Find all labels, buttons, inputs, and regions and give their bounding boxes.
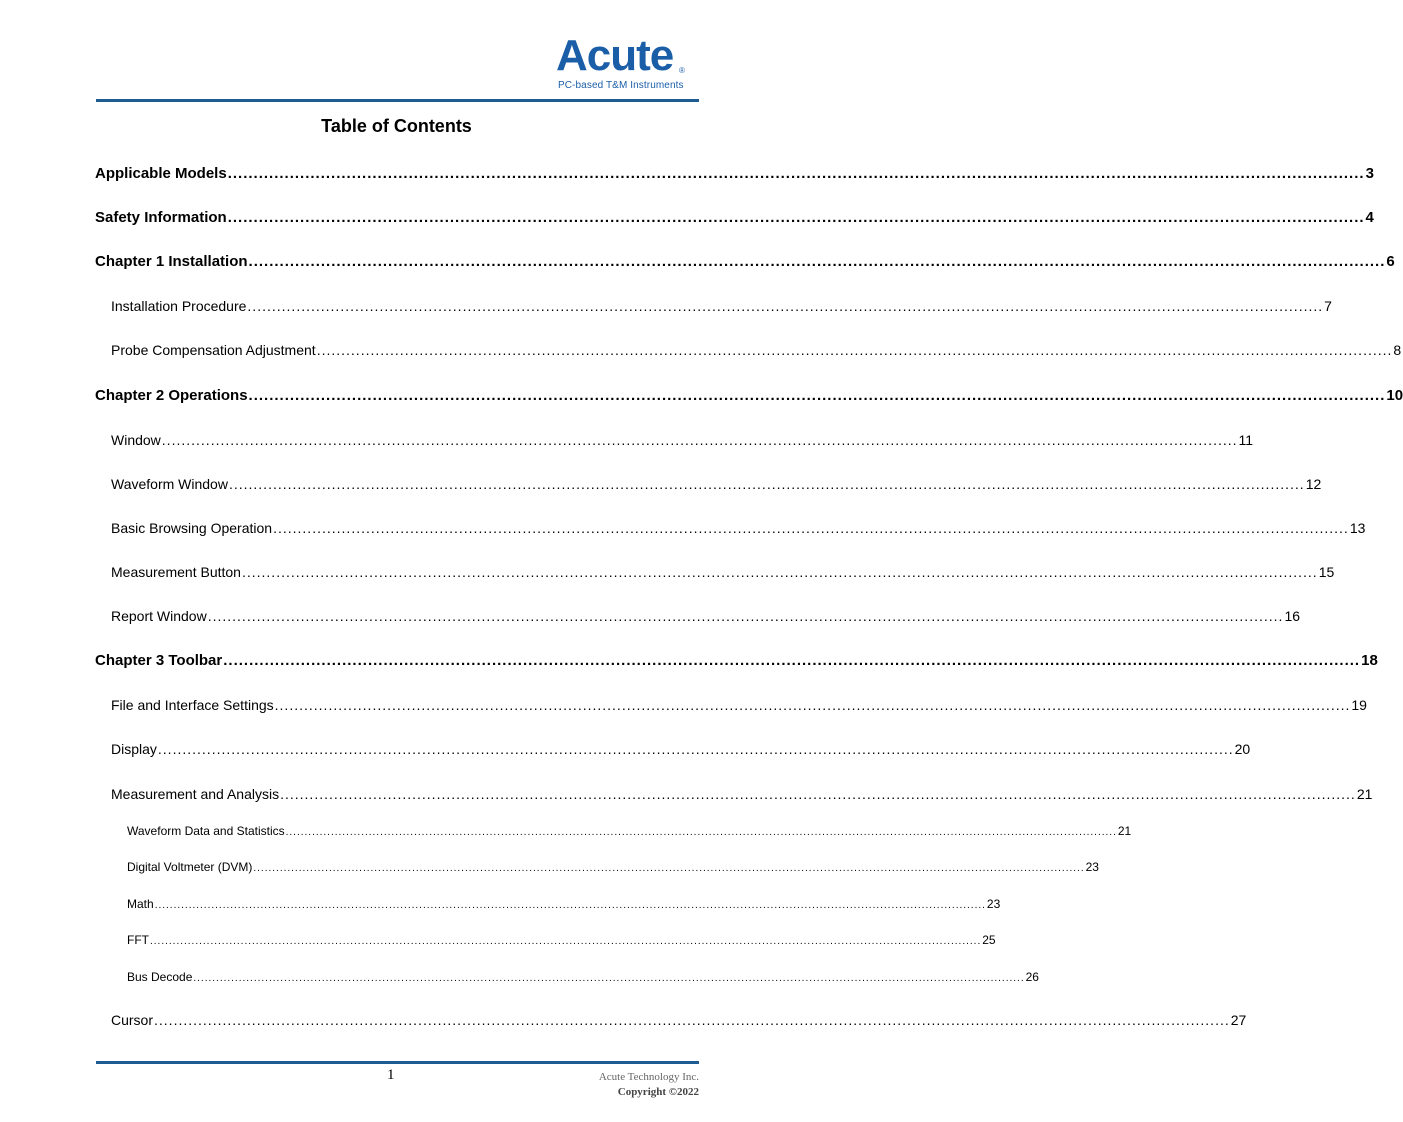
toc-dot-leader: ............................................................................................................................................................................................................................ bbox=[241, 564, 1318, 580]
toc-entry-file-interface-settings[interactable] bbox=[111, 693, 1367, 713]
toc-entry-measurement-button[interactable] bbox=[111, 560, 1335, 580]
toc-entry-label: Chapter 3 Toolbar bbox=[95, 652, 223, 669]
page-number: 1 bbox=[387, 1067, 395, 1083]
toc-entry-page: 20 bbox=[1234, 741, 1251, 757]
toc-dot-leader: ............................................................................................................................................................................................................................ bbox=[154, 900, 986, 911]
toc-entry-probe-compensation[interactable] bbox=[111, 338, 1402, 358]
toc-dot-leader: ............................................................................................................................................................................................................................ bbox=[154, 1012, 1230, 1028]
toc-dot-leader: ............................................................................................................................................................................................................................ bbox=[157, 741, 1234, 757]
toc-dot-leader: ............................................................................................................................................................................................................................ bbox=[247, 298, 1324, 314]
toc-entry-page: 23 bbox=[1085, 860, 1099, 874]
toc-entry-label: Chapter 1 Installation bbox=[95, 253, 248, 270]
toc-entry-basic-browsing[interactable] bbox=[111, 516, 1366, 536]
toc-entry-label: Math bbox=[127, 897, 154, 911]
toc-entry-label: Waveform Window bbox=[111, 476, 228, 492]
toc-dot-leader: ............................................................................................................................................................................................................................ bbox=[248, 253, 1386, 270]
toc-entry-label: Probe Compensation Adjustment bbox=[111, 342, 316, 358]
toc-dot-leader: ............................................................................................................................................................................................................................ bbox=[274, 697, 1351, 713]
toc-entry-label: Cursor bbox=[111, 1012, 154, 1028]
toc-dot-leader: ............................................................................................................................................................................................................................ bbox=[193, 973, 1025, 984]
toc-entry-page: 15 bbox=[1318, 564, 1335, 580]
toc-entry-label: File and Interface Settings bbox=[111, 697, 274, 713]
toc-dot-leader: ............................................................................................................................................................................................................................ bbox=[227, 209, 1365, 226]
toc-dot-leader: ............................................................................................................................................................................................................................ bbox=[248, 387, 1386, 404]
toc-entry-waveform-window[interactable] bbox=[111, 472, 1322, 492]
toc-entry-page: 18 bbox=[1361, 652, 1378, 669]
footer-company: Acute Technology Inc. bbox=[598, 1071, 699, 1083]
toc-entry-page: 11 bbox=[1238, 432, 1254, 448]
toc-entry-page: 13 bbox=[1349, 520, 1366, 536]
toc-entry-display[interactable] bbox=[111, 737, 1251, 757]
toc-entry-page: 21 bbox=[1117, 824, 1132, 838]
toc-entry-math[interactable] bbox=[127, 891, 1001, 911]
toc-entry-label: Applicable Models bbox=[95, 165, 227, 182]
toc-entry-measurement-analysis[interactable] bbox=[111, 782, 1373, 802]
toc-entry-window[interactable] bbox=[111, 428, 1254, 448]
toc-entry-page: 12 bbox=[1305, 476, 1322, 492]
toc-entry-label: Chapter 2 Operations bbox=[95, 387, 248, 404]
toc-entry-label: Digital Voltmeter (DVM) bbox=[127, 860, 253, 874]
logo-word: Acute bbox=[556, 31, 674, 80]
footer-copyright: Copyright ©2022 bbox=[617, 1086, 699, 1098]
toc-entry-cursor[interactable] bbox=[111, 1008, 1247, 1028]
toc-entry-label: Safety Information bbox=[95, 209, 227, 226]
toc-entry-chapter-2[interactable] bbox=[95, 384, 1403, 404]
toc-entry-page: 19 bbox=[1351, 697, 1367, 713]
toc-entry-chapter-3[interactable] bbox=[95, 649, 1378, 669]
toc-dot-leader: ............................................................................................................................................................................................................................ bbox=[280, 786, 1356, 802]
toc-entry-label: FFT bbox=[127, 933, 149, 947]
toc-dot-leader: ............................................................................................................................................................................................................................ bbox=[228, 476, 1305, 492]
toc-entry-label: Bus Decode bbox=[127, 970, 193, 984]
logo-tagline: PC-based T&M Instruments bbox=[558, 80, 684, 91]
toc-entry-label: Measurement Button bbox=[111, 564, 241, 580]
toc-entry-safety-information[interactable] bbox=[95, 206, 1374, 226]
toc-entry-label: Basic Browsing Operation bbox=[111, 520, 273, 536]
toc-entry-label: Waveform Data and Statistics bbox=[127, 824, 285, 838]
toc-dot-leader: ............................................................................................................................................................................................................................ bbox=[253, 863, 1085, 874]
toc-entry-page: 23 bbox=[986, 897, 1001, 911]
toc-entry-page: 25 bbox=[982, 933, 996, 947]
toc-entry-page: 21 bbox=[1356, 786, 1373, 802]
toc-entry-page: 27 bbox=[1230, 1012, 1247, 1028]
toc-entry-page: 3 bbox=[1365, 165, 1374, 182]
toc-entry-page: 26 bbox=[1025, 970, 1039, 984]
toc-entry-fft[interactable] bbox=[127, 927, 996, 947]
toc-dot-leader: ............................................................................................................................................................................................................................ bbox=[285, 827, 1117, 838]
toc-dot-leader: ............................................................................................................................................................................................................................ bbox=[161, 432, 1238, 448]
toc-entry-waveform-data-statistics[interactable] bbox=[127, 818, 1132, 838]
toc-entry-label: Report Window bbox=[111, 608, 207, 624]
toc-entry-dvm[interactable] bbox=[127, 854, 1099, 874]
toc-dot-leader: ............................................................................................................................................................................................................................ bbox=[207, 608, 1284, 624]
toc-dot-leader: ............................................................................................................................................................................................................................ bbox=[273, 520, 1349, 536]
toc-entry-report-window[interactable] bbox=[111, 604, 1301, 624]
toc-entry-chapter-1[interactable] bbox=[95, 250, 1395, 270]
toc-dot-leader: ............................................................................................................................................................................................................................ bbox=[316, 342, 1393, 358]
logo-registered-mark: ® bbox=[679, 66, 685, 75]
page-title: Table of Contents bbox=[321, 116, 472, 136]
toc-entry-page: 4 bbox=[1365, 209, 1374, 226]
toc-entry-page: 7 bbox=[1324, 298, 1332, 314]
toc-entry-bus-decode[interactable] bbox=[127, 964, 1039, 984]
toc-entry-label: Installation Procedure bbox=[111, 298, 247, 314]
toc-entry-label: Window bbox=[111, 432, 161, 448]
footer-rule bbox=[96, 1061, 699, 1064]
toc-dot-leader: ............................................................................................................................................................................................................................ bbox=[227, 165, 1365, 182]
toc-dot-leader: ............................................................................................................................................................................................................................ bbox=[223, 652, 1361, 669]
toc-entry-installation-procedure[interactable] bbox=[111, 294, 1332, 314]
acute-logo bbox=[556, 30, 690, 94]
toc-entry-label: Display bbox=[111, 741, 157, 757]
header-rule bbox=[96, 99, 699, 102]
toc-dot-leader: ............................................................................................................................................................................................................................ bbox=[150, 936, 982, 947]
toc-entry-label: Measurement and Analysis bbox=[111, 786, 280, 802]
toc-entry-page: 16 bbox=[1284, 608, 1301, 624]
toc-entry-page: 6 bbox=[1386, 253, 1395, 270]
toc-entry-page: 8 bbox=[1393, 342, 1402, 358]
toc-entry-applicable-models[interactable] bbox=[95, 162, 1374, 182]
toc-entry-page: 10 bbox=[1386, 387, 1403, 404]
